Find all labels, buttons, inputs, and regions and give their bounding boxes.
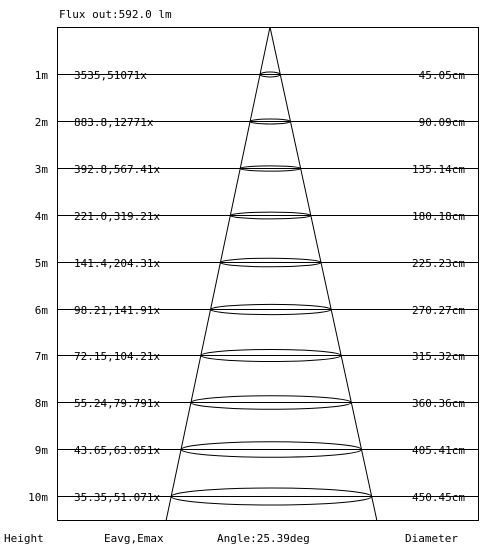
footer-illuminance-label: Eavg,Emax <box>104 532 164 545</box>
row-height-label: 3m <box>34 163 48 176</box>
row-height-label: 10m <box>28 491 48 504</box>
row-illuminance-label: 141.4,204.31x <box>74 257 161 270</box>
row-diameter-label: 225.23cm <box>412 257 465 270</box>
beam-edge-right <box>270 27 377 521</box>
footer-diameter-label: Diameter <box>405 532 458 545</box>
flux-output-label: Flux out:592.0 lm <box>59 8 172 21</box>
row-illuminance-label: 35.35,51.071x <box>74 491 161 504</box>
row-illuminance-label: 98.21,141.91x <box>74 304 161 317</box>
row-height-label: 2m <box>34 116 48 129</box>
row-diameter-label: 135.14cm <box>412 163 465 176</box>
row-labels <box>28 69 465 504</box>
row-illuminance-label: 43.65,63.051x <box>74 444 161 457</box>
footer-height-label: Height <box>4 532 44 545</box>
row-diameter-label: 90.09cm <box>418 116 465 129</box>
row-height-label: 5m <box>34 257 48 270</box>
row-height-label: 9m <box>34 444 48 457</box>
row-height-label: 6m <box>34 304 48 317</box>
row-illuminance-label: 883.8,12771x <box>74 116 154 129</box>
row-diameter-label: 45.05cm <box>418 69 465 82</box>
row-diameter-label: 180.18cm <box>412 210 465 223</box>
row-illuminance-label: 3535,51071x <box>74 69 147 82</box>
row-height-label: 8m <box>34 397 48 410</box>
row-diameter-label: 315.32cm <box>412 350 465 363</box>
beam-spot-ellipses <box>171 72 372 505</box>
row-illuminance-label: 55.24,79.791x <box>74 397 161 410</box>
row-height-label: 1m <box>34 69 48 82</box>
row-height-label: 7m <box>34 350 48 363</box>
beam-edge-left <box>166 27 270 521</box>
row-height-label: 4m <box>34 210 48 223</box>
row-illuminance-label: 221.0,319.21x <box>74 210 161 223</box>
row-illuminance-label: 392.8,567.41x <box>74 163 161 176</box>
footer-angle-label: Angle:25.39deg <box>217 532 310 545</box>
distance-lines <box>58 75 478 497</box>
row-diameter-label: 405.41cm <box>412 444 465 457</box>
row-diameter-label: 450.45cm <box>412 491 465 504</box>
row-illuminance-label: 72.15,104.21x <box>74 350 161 363</box>
row-diameter-label: 270.27cm <box>412 304 465 317</box>
row-diameter-label: 360.36cm <box>412 397 465 410</box>
